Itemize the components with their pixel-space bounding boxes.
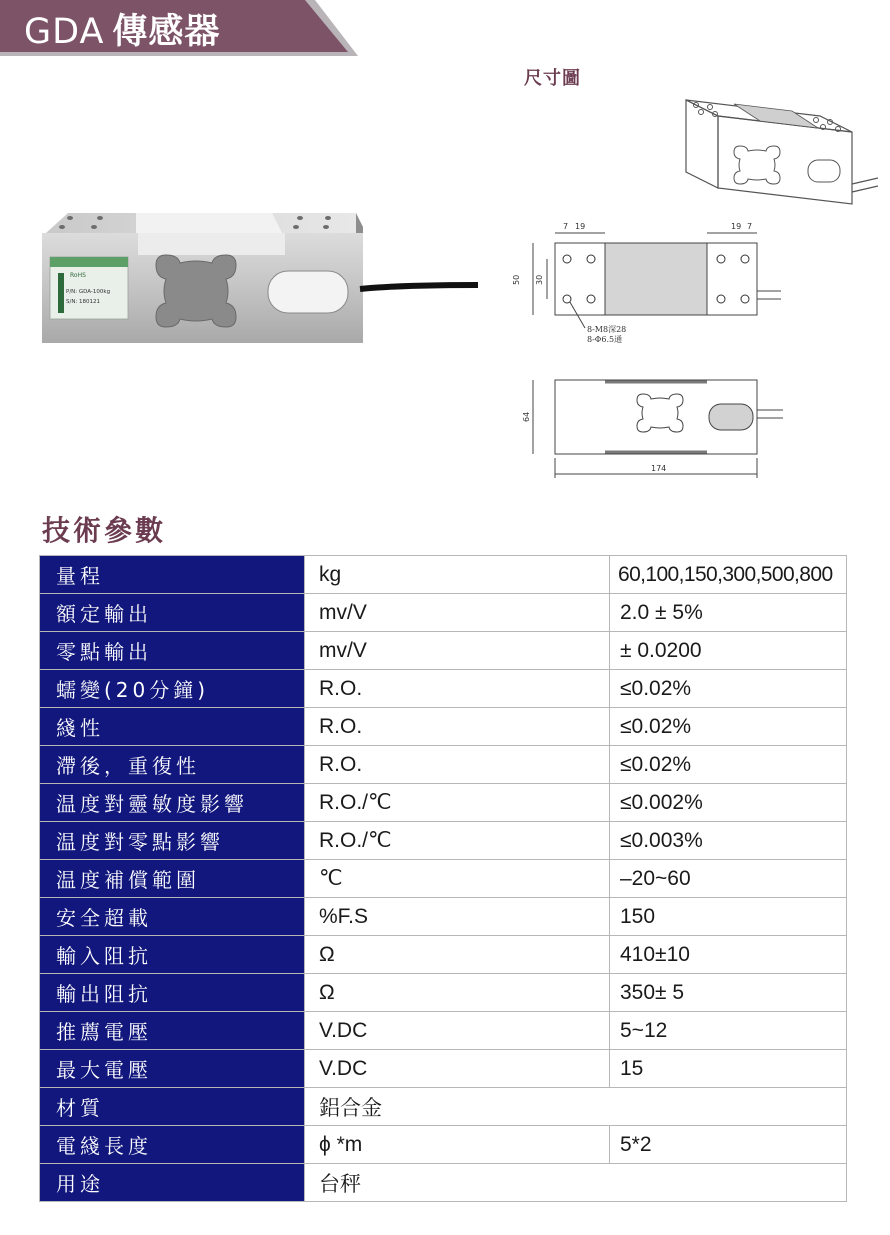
param-label: 額定輸出 — [40, 594, 305, 632]
param-label: 推薦電壓 — [40, 1012, 305, 1050]
table-row — [40, 556, 847, 594]
param-unit: V.DC — [305, 1012, 610, 1050]
dim-height: 64 — [522, 411, 531, 422]
param-label: 綫性 — [40, 708, 305, 746]
table-row — [40, 1050, 847, 1088]
param-unit: R.O. — [305, 670, 610, 708]
table-row — [40, 1164, 847, 1202]
param-label: 温度對靈敏度影響 — [40, 784, 305, 822]
param-label: 安全超載 — [40, 898, 305, 936]
param-value: 2.0 ± 5% — [610, 594, 847, 632]
dim-right-a: 19 — [731, 222, 742, 231]
param-unit: Ω — [305, 974, 610, 1012]
param-label: 輸出阻抗 — [40, 974, 305, 1012]
rohs-label: RoHS — [70, 272, 86, 279]
param-unit: kg — [305, 556, 610, 594]
param-label: 輸入阻抗 — [40, 936, 305, 974]
param-unit: R.O. — [305, 708, 610, 746]
title-banner — [0, 0, 370, 68]
isometric-drawing — [668, 88, 883, 213]
param-unit: R.O. — [305, 746, 610, 784]
table-row — [40, 860, 847, 898]
table-row — [40, 974, 847, 1012]
param-unit: R.O./℃ — [305, 784, 610, 822]
product-type: 傳感器 — [112, 12, 221, 52]
dim-height-inner: 30 — [535, 274, 544, 285]
spec-heading: 技術參數 — [42, 514, 167, 547]
top-view-drawing — [505, 213, 795, 348]
param-value: ≤0.02% — [610, 708, 847, 746]
param-value: 60,100,150,300,500,800 — [610, 556, 847, 594]
spec-table — [39, 555, 847, 1202]
param-value: 5~12 — [610, 1012, 847, 1050]
param-value: –20~60 — [610, 860, 847, 898]
param-label: 用途 — [40, 1164, 305, 1202]
thread-note-2: 8-Φ6.5通 — [587, 335, 623, 344]
dim-right-b: 7 — [747, 222, 753, 231]
param-label: 滯後，重復性 — [40, 746, 305, 784]
param-unit: mv/V — [305, 632, 610, 670]
param-unit: %F.S — [305, 898, 610, 936]
dim-left-b: 19 — [575, 222, 586, 231]
param-unit: Ω — [305, 936, 610, 974]
table-row — [40, 784, 847, 822]
table-row — [40, 936, 847, 974]
table-row — [40, 1088, 847, 1126]
param-label: 電綫長度 — [40, 1126, 305, 1164]
param-value: 410±10 — [610, 936, 847, 974]
front-view-drawing — [505, 370, 795, 485]
dimension-caption: 尺寸圖 — [524, 68, 581, 89]
dim-length: 174 — [651, 464, 667, 473]
param-value: 5*2 — [610, 1126, 847, 1164]
param-value: ≤0.002% — [610, 784, 847, 822]
param-value: ≤0.02% — [610, 746, 847, 784]
param-label: 量程 — [40, 556, 305, 594]
table-row — [40, 708, 847, 746]
param-label: 温度對零點影響 — [40, 822, 305, 860]
table-row — [40, 746, 847, 784]
param-unit: ϕ *m — [305, 1126, 610, 1164]
param-label: 蠕變(20分鐘) — [40, 670, 305, 708]
param-unit: R.O./℃ — [305, 822, 610, 860]
param-unit: mv/V — [305, 594, 610, 632]
table-row — [40, 632, 847, 670]
dim-height-outer: 50 — [512, 274, 521, 285]
table-row — [40, 670, 847, 708]
param-unit: ℃ — [305, 860, 610, 898]
param-unit: 台秤 — [305, 1164, 847, 1202]
param-value: ± 0.0200 — [610, 632, 847, 670]
thread-note-1: 8-M8深28 — [587, 325, 627, 334]
table-row — [40, 898, 847, 936]
part-number-label: P/N: GDA-100kg — [66, 289, 111, 295]
table-row — [40, 594, 847, 632]
param-label: 材質 — [40, 1088, 305, 1126]
load-cell-photo — [38, 205, 483, 370]
product-label — [50, 257, 128, 319]
param-value: ≤0.003% — [610, 822, 847, 860]
table-row — [40, 822, 847, 860]
param-unit: 鋁合金 — [305, 1088, 847, 1126]
param-value: 15 — [610, 1050, 847, 1088]
param-label: 零點輸出 — [40, 632, 305, 670]
param-value: ≤0.02% — [610, 670, 847, 708]
param-label: 最大電壓 — [40, 1050, 305, 1088]
param-unit: V.DC — [305, 1050, 610, 1088]
param-value: 150 — [610, 898, 847, 936]
table-row — [40, 1012, 847, 1050]
param-value: 350± 5 — [610, 974, 847, 1012]
table-row — [40, 1126, 847, 1164]
dim-left-a: 7 — [563, 222, 569, 231]
model-name: GDA — [24, 12, 105, 52]
serial-number-label: S/N: 180121 — [66, 299, 101, 305]
param-label: 温度補償範圍 — [40, 860, 305, 898]
page-title — [24, 10, 220, 54]
